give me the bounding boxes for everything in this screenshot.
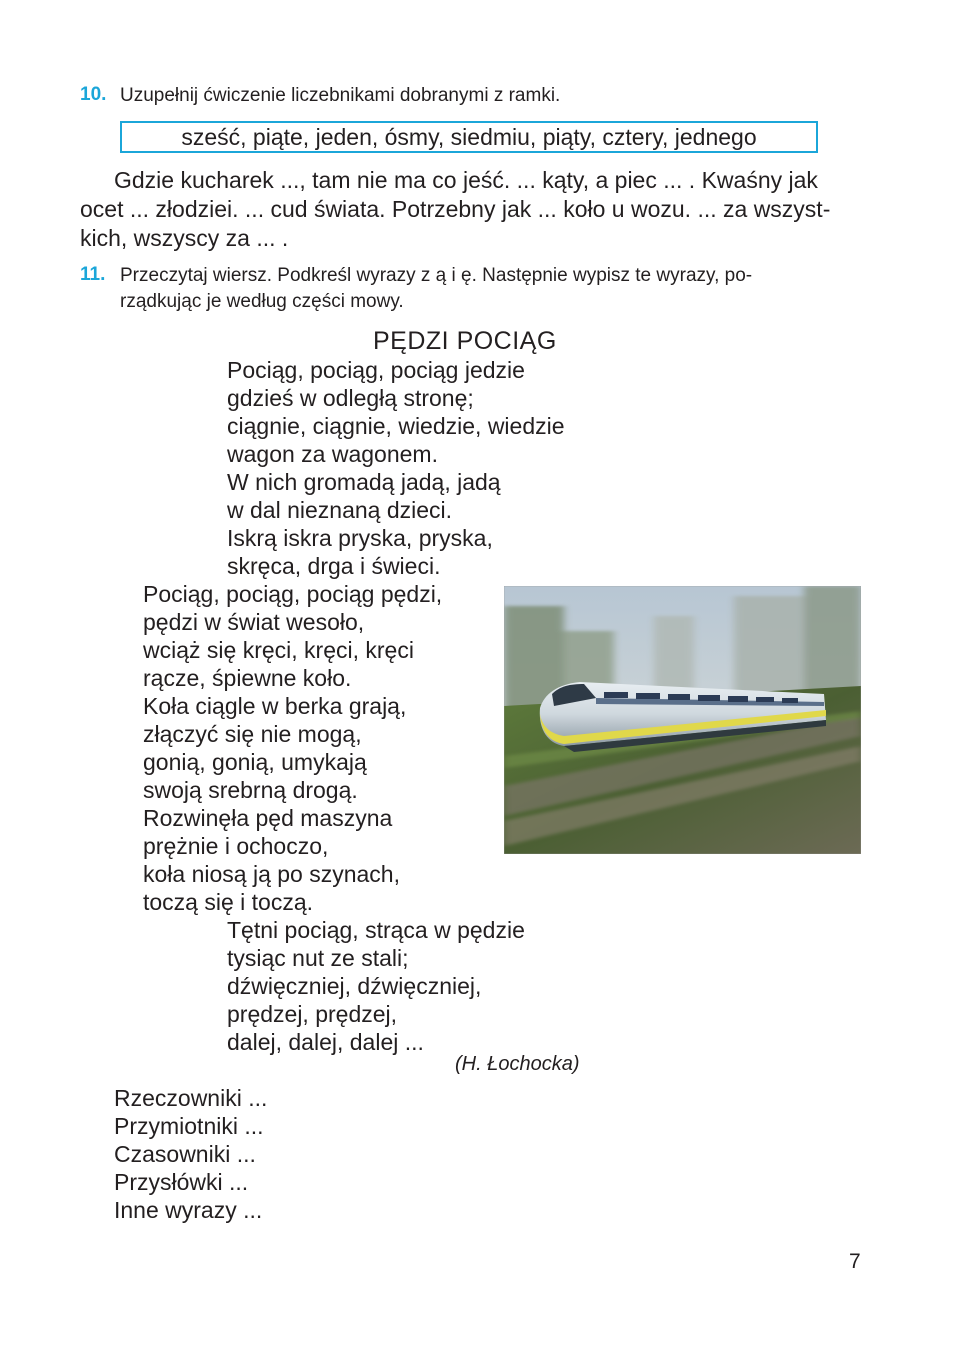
poem-line: wciąż się kręci, kręci, kręci xyxy=(143,637,414,663)
poem-line: wagon za wagonem. xyxy=(227,441,438,467)
poem-line: prędzej, prędzej, xyxy=(227,1001,398,1027)
exercise-11-instruction-line-1: Przeczytaj wiersz. Podkreśl wyrazy z ą i ę. Następnie wypisz te wyrazy, po- xyxy=(120,265,753,286)
poem-line: ciągnie, ciągnie, wiedzie, wiedzie xyxy=(227,413,565,439)
poem-line: tysiąc nut ze stali; xyxy=(227,945,409,971)
poem-line: pędzi w świat wesoło, xyxy=(143,609,365,635)
poem-line: Iskrą iskra pryska, pryska, xyxy=(227,525,493,551)
category-adverbs: Przysłówki ... xyxy=(114,1169,249,1195)
poem-line: swoją srebrną drogą. xyxy=(143,777,358,803)
poem-line: Rozwinęła pęd maszyna xyxy=(143,805,393,831)
exercise-10-line-2: ocet ... złodziei. ... cud świata. Potrzebny jak ... koło u wozu. ... za wszyst- xyxy=(80,196,831,222)
poem-author: (H. Łochocka) xyxy=(455,1053,580,1075)
train-photo xyxy=(504,586,861,854)
exercise-10-line-3: kich, wszyscy za ... . xyxy=(80,225,289,251)
poem-line: dalej, dalej, dalej ... xyxy=(227,1029,424,1055)
poem-line: gdzieś w odległą stronę; xyxy=(227,385,474,411)
poem-line: Pociąg, pociąg, pociąg pędzi, xyxy=(143,581,443,607)
exercise-10-line-1: Gdzie kucharek ..., tam nie ma co jeść. ... kąty, a piec ... . Kwaśny jak xyxy=(114,167,818,193)
poem-line: prężnie i ochoczo, xyxy=(143,833,329,859)
poem-line: w dal nieznaną dzieci. xyxy=(227,497,453,523)
poem-line: Pociąg, pociąg, pociąg jedzie xyxy=(227,357,525,383)
poem-line: Koła ciągle w berka grają, xyxy=(143,693,407,719)
exercise-11-instruction-line-2: rządkując je według części mowy. xyxy=(120,291,404,312)
poem-line: złączyć się nie mogą, xyxy=(143,721,362,747)
poem-line: skręca, drga i świeci. xyxy=(227,553,441,579)
poem-line: koła niosą ją po szynach, xyxy=(143,861,400,887)
poem-line: gonią, gonią, umykają xyxy=(143,749,367,775)
category-adjectives: Przymiotniki ... xyxy=(114,1113,264,1139)
page-number: 7 xyxy=(849,1250,861,1273)
exercise-10-instruction: Uzupełnij ćwiczenie liczebnikami dobranymi z ramki. xyxy=(120,85,561,106)
poem-title: PĘDZI POCIĄG xyxy=(373,327,557,355)
high-speed-train-icon xyxy=(504,586,861,854)
poem-line: dźwięczniej, dźwięczniej, xyxy=(227,973,482,999)
poem-stanza-3 xyxy=(227,916,525,1056)
poem-line: rącze, śpiewne koło. xyxy=(143,665,352,691)
exercise-10-number: 10. xyxy=(80,84,107,105)
category-verbs: Czasowniki ... xyxy=(114,1141,256,1167)
poem-line: W nich gromadą jadą, jadą xyxy=(227,469,501,495)
poem-stanza-2 xyxy=(143,580,442,916)
poem-line: toczą się i toczą. xyxy=(143,889,314,915)
category-other: Inne wyrazy ... xyxy=(114,1197,263,1223)
poem-line: Tętni pociąg, strąca w pędzie xyxy=(227,917,525,943)
category-nouns: Rzeczowniki ... xyxy=(114,1085,268,1111)
exercise-11-number: 11. xyxy=(80,264,106,285)
word-categories xyxy=(114,1084,267,1224)
poem-stanza-1 xyxy=(227,356,565,580)
word-box: sześć, piąte, jeden, ósmy, siedmiu, piąty, cztery, jednego xyxy=(120,121,818,153)
